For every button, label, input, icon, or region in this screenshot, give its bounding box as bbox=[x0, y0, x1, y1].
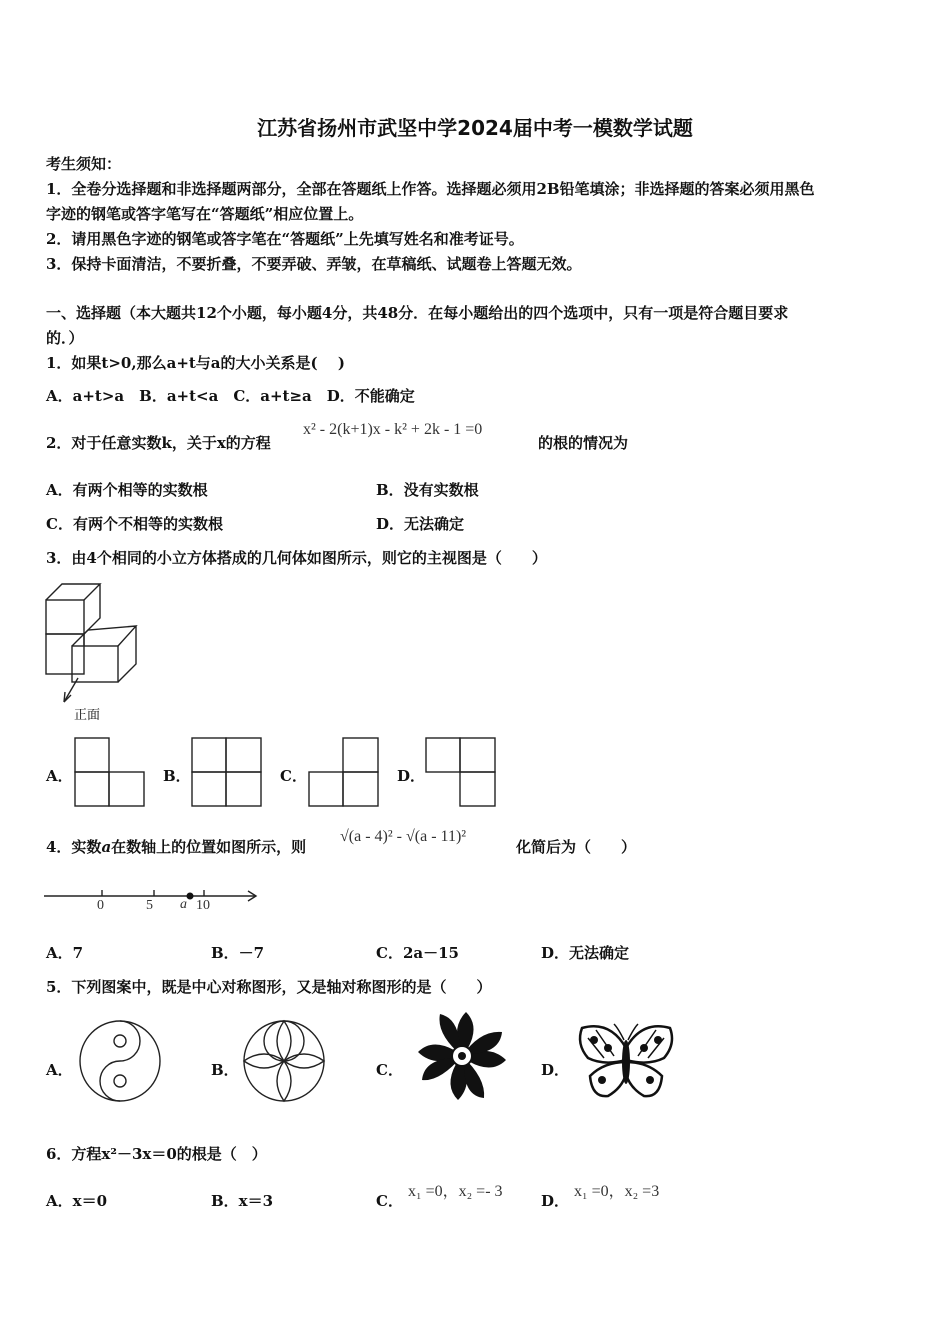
question-4-option-c[interactable]: C．2a－15 bbox=[376, 944, 459, 962]
point-a bbox=[187, 893, 194, 900]
question-2-equation: x² - 2(k+1)x - k² + 2k - 1 =0 bbox=[303, 421, 483, 438]
question-3-option-d[interactable]: D． bbox=[397, 767, 426, 785]
question-6-option-d[interactable]: D． bbox=[541, 1192, 570, 1210]
axis-label-0: 0 bbox=[97, 898, 104, 913]
front-label: 正面 bbox=[74, 708, 101, 723]
section-heading: 一、选择题（本大题共12个小题，每小题4分，共48分．在每小题给出的四个选项中，只有一项是符合题目要求 bbox=[46, 304, 789, 322]
option-a-view bbox=[74, 737, 146, 807]
axis-label-10: 10 bbox=[196, 898, 210, 913]
section-heading-cont: 的．） bbox=[46, 329, 84, 347]
question-2-stem-end: 的根的情况为 bbox=[538, 434, 629, 452]
option-d-roots: x₁ =0，x₂ =3 bbox=[574, 1183, 660, 1200]
question-5-option-d[interactable]: D． bbox=[541, 1061, 570, 1079]
question-2-option-c: C．有两个不相等的实数根 bbox=[46, 515, 223, 533]
q4-var: a bbox=[101, 838, 112, 856]
option-c-roots: x₁ =0，x₂ =- 3 bbox=[408, 1183, 503, 1200]
butterfly-figure bbox=[574, 1018, 678, 1104]
notice-item: 1．全卷分选择题和非选择题两部分，全部在答题纸上作答。选择题必须用2B铅笔填涂；非选择题的答案必须用黑色 bbox=[46, 180, 815, 198]
option-d-view bbox=[425, 737, 497, 807]
question-3-option-a[interactable]: A． bbox=[46, 767, 73, 785]
question-6-option-c[interactable]: C． bbox=[376, 1192, 403, 1210]
notice-heading: 考生须知： bbox=[46, 155, 122, 173]
question-6-option-b[interactable]: B．x＝3 bbox=[211, 1192, 274, 1210]
q4-mid: 在数轴上的位置如图所示，则 bbox=[111, 838, 307, 856]
question-2-option-d: D．无法确定 bbox=[376, 515, 465, 533]
question-5-stem: 5．下列图案中，既是中心对称图形，又是轴对称图形的是（ ） bbox=[46, 978, 492, 996]
question-5-option-b[interactable]: B． bbox=[211, 1061, 239, 1079]
question-3-option-c[interactable]: C． bbox=[280, 767, 307, 785]
question-2-stem: 2．对于任意实数k，关于x的方程 bbox=[46, 434, 271, 452]
question-3-option-b[interactable]: B． bbox=[163, 767, 191, 785]
notice-item: 2．请用黑色字迹的钢笔或答字笔在“答题纸”上先填写姓名和准考证号。 bbox=[46, 230, 524, 248]
question-6-stem: 6．方程x²－3x＝0的根是（ ） bbox=[46, 1145, 267, 1163]
question-1-stem: 1．如果t>0,那么a+t与a的大小关系是( ) bbox=[46, 354, 345, 372]
question-3-stem: 3．由4个相同的小立方体搭成的几何体如图所示，则它的主视图是（ ） bbox=[46, 549, 547, 567]
q4-pre: 4．实数 bbox=[46, 838, 102, 856]
yin-yang-figure bbox=[76, 1018, 164, 1104]
cube-figure bbox=[44, 582, 140, 724]
question-5-option-c[interactable]: C． bbox=[376, 1061, 403, 1079]
question-2-option-a: A．有两个相等的实数根 bbox=[46, 481, 208, 499]
question-5-option-a[interactable]: A． bbox=[46, 1061, 73, 1079]
axis-label-5: 5 bbox=[146, 898, 153, 913]
question-4-stem bbox=[46, 836, 306, 857]
option-b-view bbox=[191, 737, 263, 807]
question-4-option-d[interactable]: D．无法确定 bbox=[541, 944, 630, 962]
question-1-options: A．a+t>a B．a+t<a C．a+t≥a D．不能确定 bbox=[46, 387, 415, 405]
notice-item: 3．保持卡面清洁，不要折叠，不要弄破、弄皱，在草稿纸、试题卷上答题无效。 bbox=[46, 255, 582, 273]
four-petal-figure bbox=[240, 1018, 328, 1104]
question-4-expression: √(a - 4)² - √(a - 11)² bbox=[340, 828, 467, 845]
notice-item: 字迹的钢笔或答字笔写在“答题纸”相应位置上。 bbox=[46, 205, 364, 223]
page-title: 江苏省扬州市武坚中学2024届中考一模数学试题 bbox=[257, 116, 693, 140]
option-c-view bbox=[308, 737, 380, 807]
question-4-option-b[interactable]: B．－7 bbox=[211, 944, 265, 962]
question-2-option-b: B．没有实数根 bbox=[376, 481, 479, 499]
question-4-stem-end: 化简后为（ ） bbox=[516, 838, 637, 856]
question-6-option-a[interactable]: A．x＝0 bbox=[46, 1192, 108, 1210]
question-4-option-a[interactable]: A．7 bbox=[46, 944, 84, 962]
pinwheel-flower-figure bbox=[410, 1008, 514, 1104]
axis-label-a: a bbox=[180, 897, 187, 912]
